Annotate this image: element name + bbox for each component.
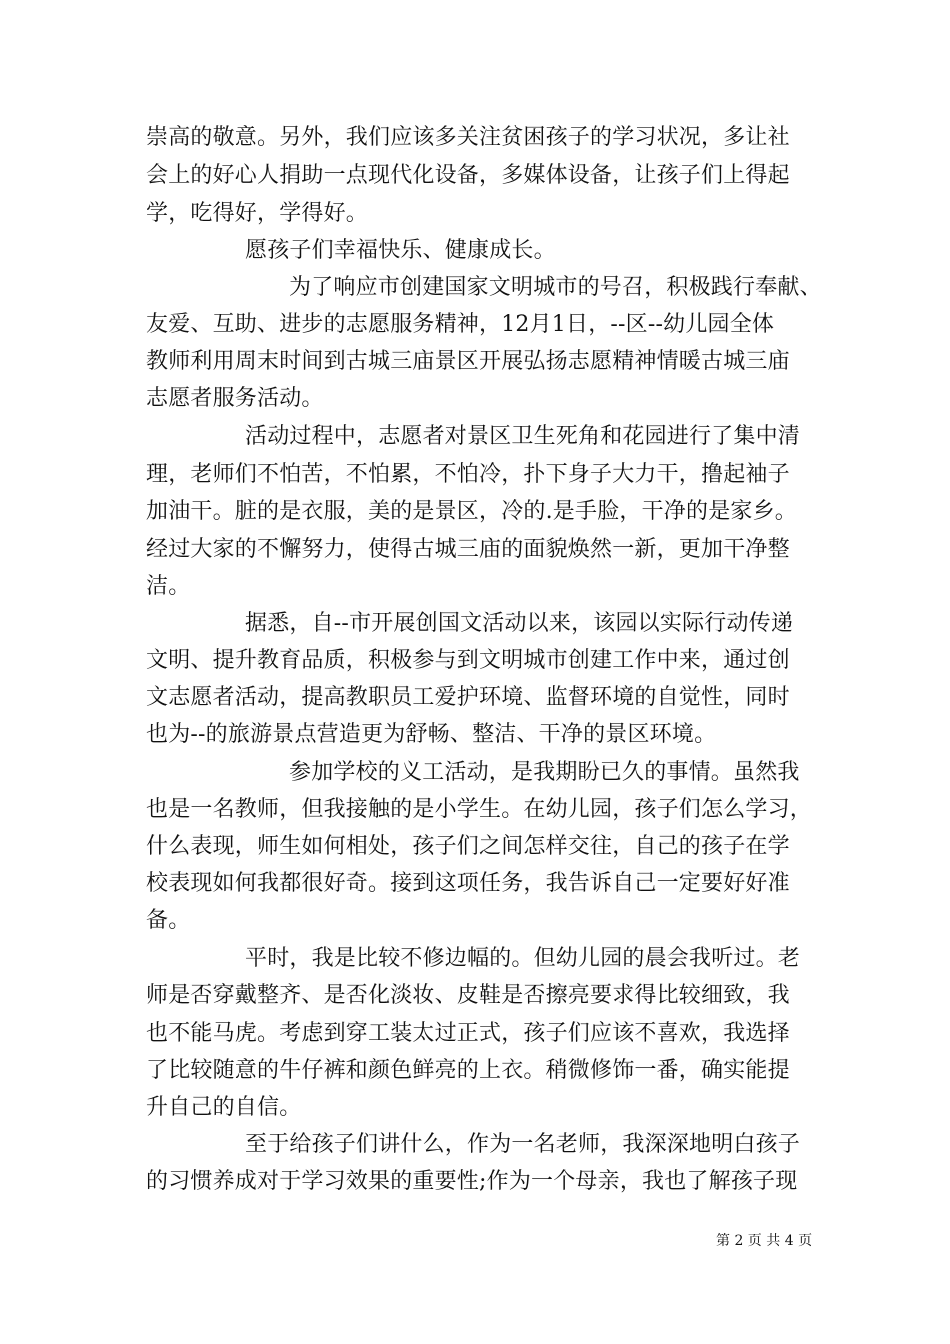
text-line: 洁。 bbox=[146, 574, 191, 599]
text-line: 平时，我是比较不修边幅的。但幼儿园的晨会我听过。老 bbox=[245, 946, 801, 971]
text-line: 至于给孩子们讲什么，作为一名老师，我深深地明白孩子 bbox=[245, 1132, 801, 1157]
text-line: 会上的好心人捐助一点现代化设备，多媒体设备，让孩子们上得起 bbox=[146, 163, 790, 188]
text-line: 什么表现，师生如何相处，孩子们之间怎样交往，自己的孩子在学 bbox=[146, 834, 790, 859]
text-line: 也为--的旅游景点营造更为舒畅、整洁、干净的景区环境。 bbox=[146, 722, 717, 747]
text-line: 学，吃得好，学得好。 bbox=[146, 201, 369, 226]
text-line: 也不能马虎。考虑到穿工装太过正式，孩子们应该不喜欢，我选择 bbox=[146, 1021, 790, 1046]
text-line: 加油干。脏的是衣服，美的是景区，冷的.是手脸，干净的是家乡。 bbox=[146, 499, 797, 524]
text-line: 校表现如何我都很好奇。接到这项任务，我告诉自己一定要好好准 bbox=[146, 871, 790, 896]
page-number-footer: 第 2 页 共 4 页 bbox=[716, 1233, 813, 1249]
text-line: 了比较随意的牛仔裤和颜色鲜亮的上衣。稍微修饰一番，确实能提 bbox=[146, 1058, 790, 1083]
text-line: 也是一名教师，但我接触的是小学生。在幼儿园，孩子们怎么学习， bbox=[146, 797, 813, 822]
text-line: 活动过程中，志愿者对景区卫生死角和花园进行了集中清 bbox=[245, 424, 801, 449]
text-line: 的习惯养成对于学习效果的重要性;作为一个母亲，我也了解孩子现 bbox=[146, 1169, 798, 1194]
text-line: 文明、提升教育品质，积极参与到文明城市创建工作中来，通过创 bbox=[146, 648, 790, 673]
text-line: 理，老师们不怕苦，不怕累，不怕冷，扑下身子大力干，撸起袖子 bbox=[146, 462, 790, 487]
text-line: 为了响应市创建国家文明城市的号召，积极践行奉献、 bbox=[289, 275, 822, 300]
text-line: 文志愿者活动，提高教职员工爱护环境、监督环境的自觉性，同时 bbox=[146, 685, 790, 710]
text-line: 教师利用周末时间到古城三庙景区开展弘扬志愿精神情暖古城三庙 bbox=[146, 349, 790, 374]
text-line: 崇高的敬意。另外，我们应该多关注贫困孩子的学习状况，多让社 bbox=[146, 125, 790, 150]
text-line: 经过大家的不懈努力，使得古城三庙的面貌焕然一新，更加干净整 bbox=[146, 537, 790, 562]
text-line: 师是否穿戴整齐、是否化淡妆、皮鞋是否擦亮要求得比较细致，我 bbox=[146, 983, 790, 1008]
text-line: 志愿者服务活动。 bbox=[146, 386, 324, 411]
text-line: 据悉，自--市开展创国文活动以来，该园以实际行动传递 bbox=[245, 611, 794, 636]
text-line: 参加学校的义工活动，是我期盼已久的事情。虽然我 bbox=[289, 760, 800, 785]
text-line: 愿孩子们幸福快乐、健康成长。 bbox=[245, 238, 556, 263]
text-line: 备。 bbox=[146, 908, 191, 933]
text-line: 友爱、互助、进步的志愿服务精神，12月1日，--区--幼儿园全体 bbox=[146, 312, 775, 337]
text-line: 升自己的自信。 bbox=[146, 1095, 302, 1120]
